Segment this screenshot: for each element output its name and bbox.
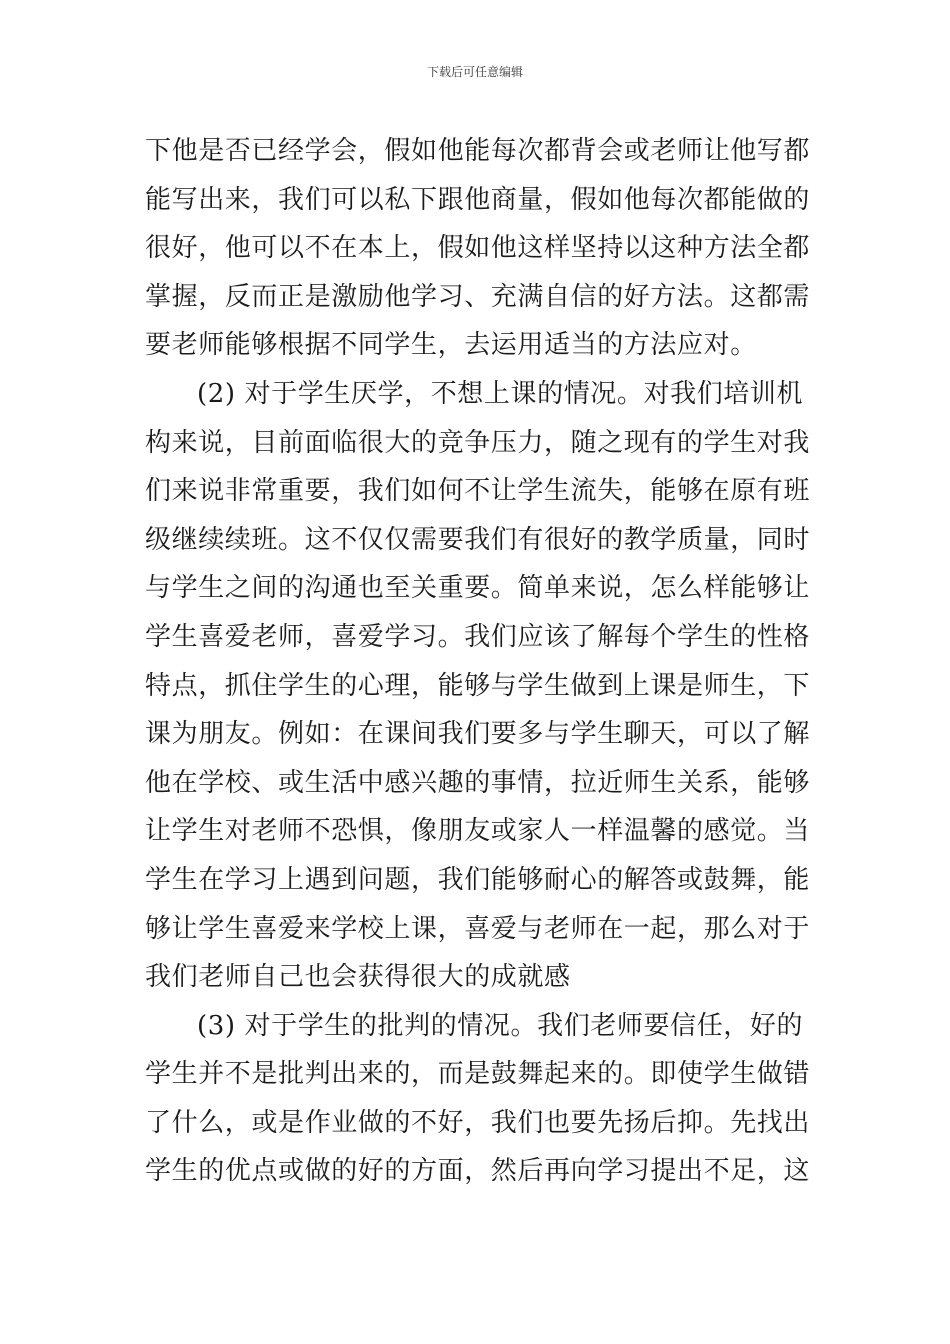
text-line: (3) 对于学生的批判的情况。我们老师要信任，好的 (197, 1010, 804, 1041)
text-line: 们来说非常重要，我们如何不让学生流失，能够在原有班 (145, 476, 811, 507)
text-line: 学生在学习上遇到问题，我们能够耐心的解答或鼓舞，能 (145, 864, 811, 895)
text-line: 掌握，反而正是激励他学习、充满自信的好方法。这都需 (145, 281, 811, 312)
text-line: 他在学校、或生活中感兴趣的事情，拉近师生关系，能够 (145, 767, 811, 798)
text-line: 特点，抓住学生的心理，能够与学生做到上课是师生，下 (145, 670, 811, 701)
text-line: 构来说，目前面临很大的竞争压力，随之现有的学生对我 (145, 427, 811, 458)
text-line: 与学生之间的沟通也至关重要。简单来说，怎么样能够让 (145, 573, 811, 604)
text-line: 了什么，或是作业做的不好，我们也要先扬后抑。先找出 (145, 1107, 811, 1138)
text-line: 课为朋友。例如：在课间我们要多与学生聊天，可以了解 (145, 719, 811, 750)
text-line: 学生并不是批判出来的，而是鼓舞起来的。即使学生做错 (145, 1059, 811, 1090)
text-line: 学生喜爱老师，喜爱学习。我们应该了解每个学生的性格 (145, 621, 811, 652)
text-line: 够让学生喜爱来学校上课，喜爱与老师在一起，那么对于 (145, 913, 811, 944)
body-text (145, 127, 815, 1196)
text-line: 学生的优点或做的好的方面，然后再向学习提出不足，这 (145, 1156, 811, 1187)
text-line: (2) 对于学生厌学，不想上课的情况。对我们培训机 (197, 378, 804, 409)
text-line: 让学生对老师不恐惧，像朋友或家人一样温馨的感觉。当 (145, 816, 811, 847)
text-line: 要老师能够根据不同学生，去运用适当的方法应对。 (145, 330, 757, 361)
text-line: 能写出来，我们可以私下跟他商量，假如他每次都能做的 (145, 184, 811, 215)
text-line: 级继续续班。这不仅仅需要我们有很好的教学质量，同时 (145, 524, 811, 555)
page-header: 下载后可任意编辑 (426, 65, 523, 79)
text-line: 下他是否已经学会，假如他能每次都背会或老师让他写都 (145, 136, 811, 166)
text-line: 我们老师自己也会获得很大的成就感 (145, 962, 571, 993)
text-line: 很好，他可以不在本上，假如他这样坚持以这种方法全都 (145, 233, 811, 264)
